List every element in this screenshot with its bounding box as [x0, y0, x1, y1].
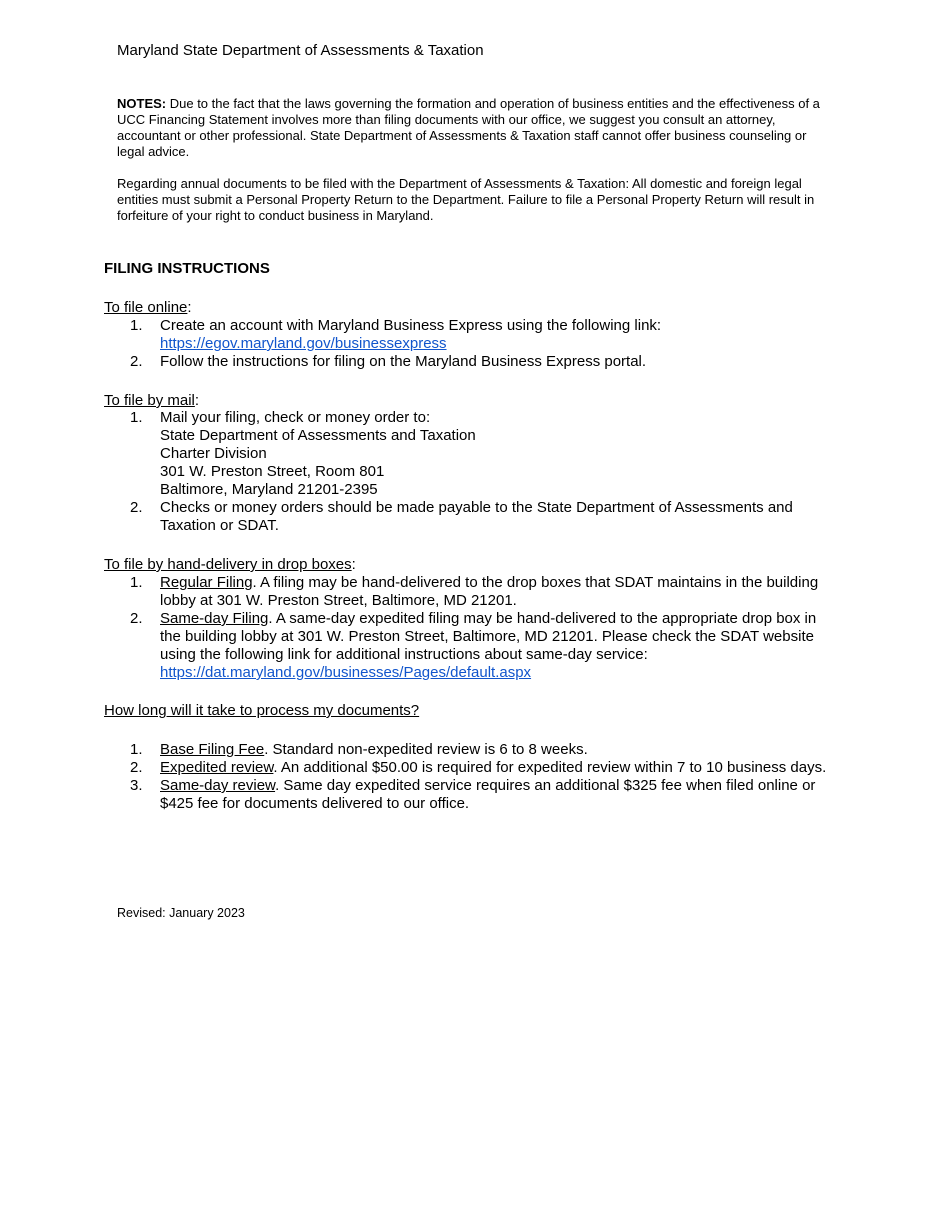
mail-heading	[104, 392, 199, 410]
list-item	[130, 574, 830, 610]
list-text: . A filing may be hand-delivered to the drop boxes that SDAT maintains in the building lobby at 301 W. Preston Street, Baltimore, MD 21201.	[160, 574, 819, 609]
regular-filing-label: Regular Filing	[160, 574, 253, 591]
list-number: 1.	[130, 741, 143, 758]
notes-paragraph-1	[117, 96, 832, 160]
list-item	[130, 499, 830, 535]
drop-box-heading-colon: :	[351, 556, 356, 573]
address-line: Charter Division	[160, 445, 267, 462]
list-item	[130, 777, 830, 813]
address-line: 301 W. Preston Street, Room 801	[160, 463, 385, 480]
drop-box-list	[130, 574, 830, 682]
notes-paragraph-2: Regarding annual documents to be filed with the Department of Assessments & Taxation: All domestic and foreign legal entities must submit a Personal Property Return to the Department. Failure to file a Personal Property Return will result in forfeiture of your right to conduct business in Maryland.	[117, 176, 815, 223]
filing-instructions-title: FILING INSTRUCTIONS	[104, 260, 270, 277]
online-heading-text: To file online	[104, 299, 188, 316]
list-number: 2.	[130, 499, 143, 516]
list-text: . A same-day expedited filing may be hand-delivered to the appropriate drop box in the building lobby at 301 W. Preston Street, Baltimore, MD 21201. Please check the SDAT website using the following link for additional instructions about same-day service:	[160, 610, 817, 663]
revised-date: Revised: January 2023	[117, 906, 245, 920]
mail-heading-colon: :	[194, 392, 200, 409]
list-item	[130, 353, 830, 371]
mail-heading-text: To file by mail	[104, 392, 195, 409]
list-number: 2.	[130, 610, 143, 627]
processing-heading-text: How long will it take to process my documents?	[104, 702, 420, 719]
list-number: 1.	[130, 574, 143, 591]
list-item	[130, 317, 830, 353]
list-number: 1.	[130, 409, 143, 426]
address-line: Baltimore, Maryland 21201-2395	[160, 481, 378, 498]
online-heading	[104, 299, 192, 317]
list-text: Mail your filing, check or money order to:	[160, 409, 431, 426]
list-number: 2.	[130, 353, 143, 370]
list-number: 3.	[130, 777, 143, 794]
base-filing-fee-label: Base Filing Fee	[160, 741, 265, 758]
notes-text: Due to the fact that the laws governing the formation and operation of business entities and the effectiveness of a UCC Financing Statement involves more than filing documents with our office, we suggest you consult an attorney, accountant or other professional. State Department of Assessments & Taxation staff cannot offer business counseling or legal advice.	[117, 96, 820, 159]
expedited-review-label: Expedited review	[160, 759, 274, 776]
list-text: . An additional $50.00 is required for expedited review within 7 to 10 business days.	[273, 759, 827, 776]
drop-box-heading-text: To file by hand-delivery in drop boxes	[104, 556, 352, 573]
list-item	[130, 610, 830, 682]
list-number: 1.	[130, 317, 143, 334]
mail-list	[130, 409, 830, 535]
list-text: . Same day expedited service requires an additional $325 fee when filed online or $425 fee for documents delivered to our office.	[160, 777, 816, 812]
list-text: Checks or money orders should be made payable to the State Department of Assessments and Taxation or SDAT.	[160, 499, 793, 534]
drop-box-heading	[104, 556, 356, 574]
list-text: Follow the instructions for filing on the Maryland Business Express portal.	[160, 353, 647, 370]
same-day-filing-label: Same-day Filing	[160, 610, 269, 627]
list-number: 2.	[130, 759, 143, 776]
online-heading-colon: :	[187, 299, 192, 316]
list-item	[130, 409, 830, 499]
same-day-review-label: Same-day review	[160, 777, 276, 794]
notes-label: NOTES:	[117, 96, 167, 111]
list-item	[130, 759, 830, 777]
list-text: Create an account with Maryland Business Express using the following link:	[160, 317, 662, 334]
address-line: State Department of Assessments and Taxation	[160, 427, 476, 444]
page-header-title: Maryland State Department of Assessments & Taxation	[117, 42, 484, 59]
list-text: . Standard non-expedited review is 6 to 8 weeks.	[264, 741, 588, 758]
online-list	[130, 317, 830, 371]
business-express-link[interactable]: https://egov.maryland.gov/businessexpress	[160, 335, 447, 352]
sdat-businesses-link[interactable]: https://dat.maryland.gov/businesses/Pages/default.aspx	[160, 664, 532, 681]
list-item	[130, 741, 830, 759]
processing-list	[130, 741, 830, 813]
processing-heading	[104, 702, 419, 720]
